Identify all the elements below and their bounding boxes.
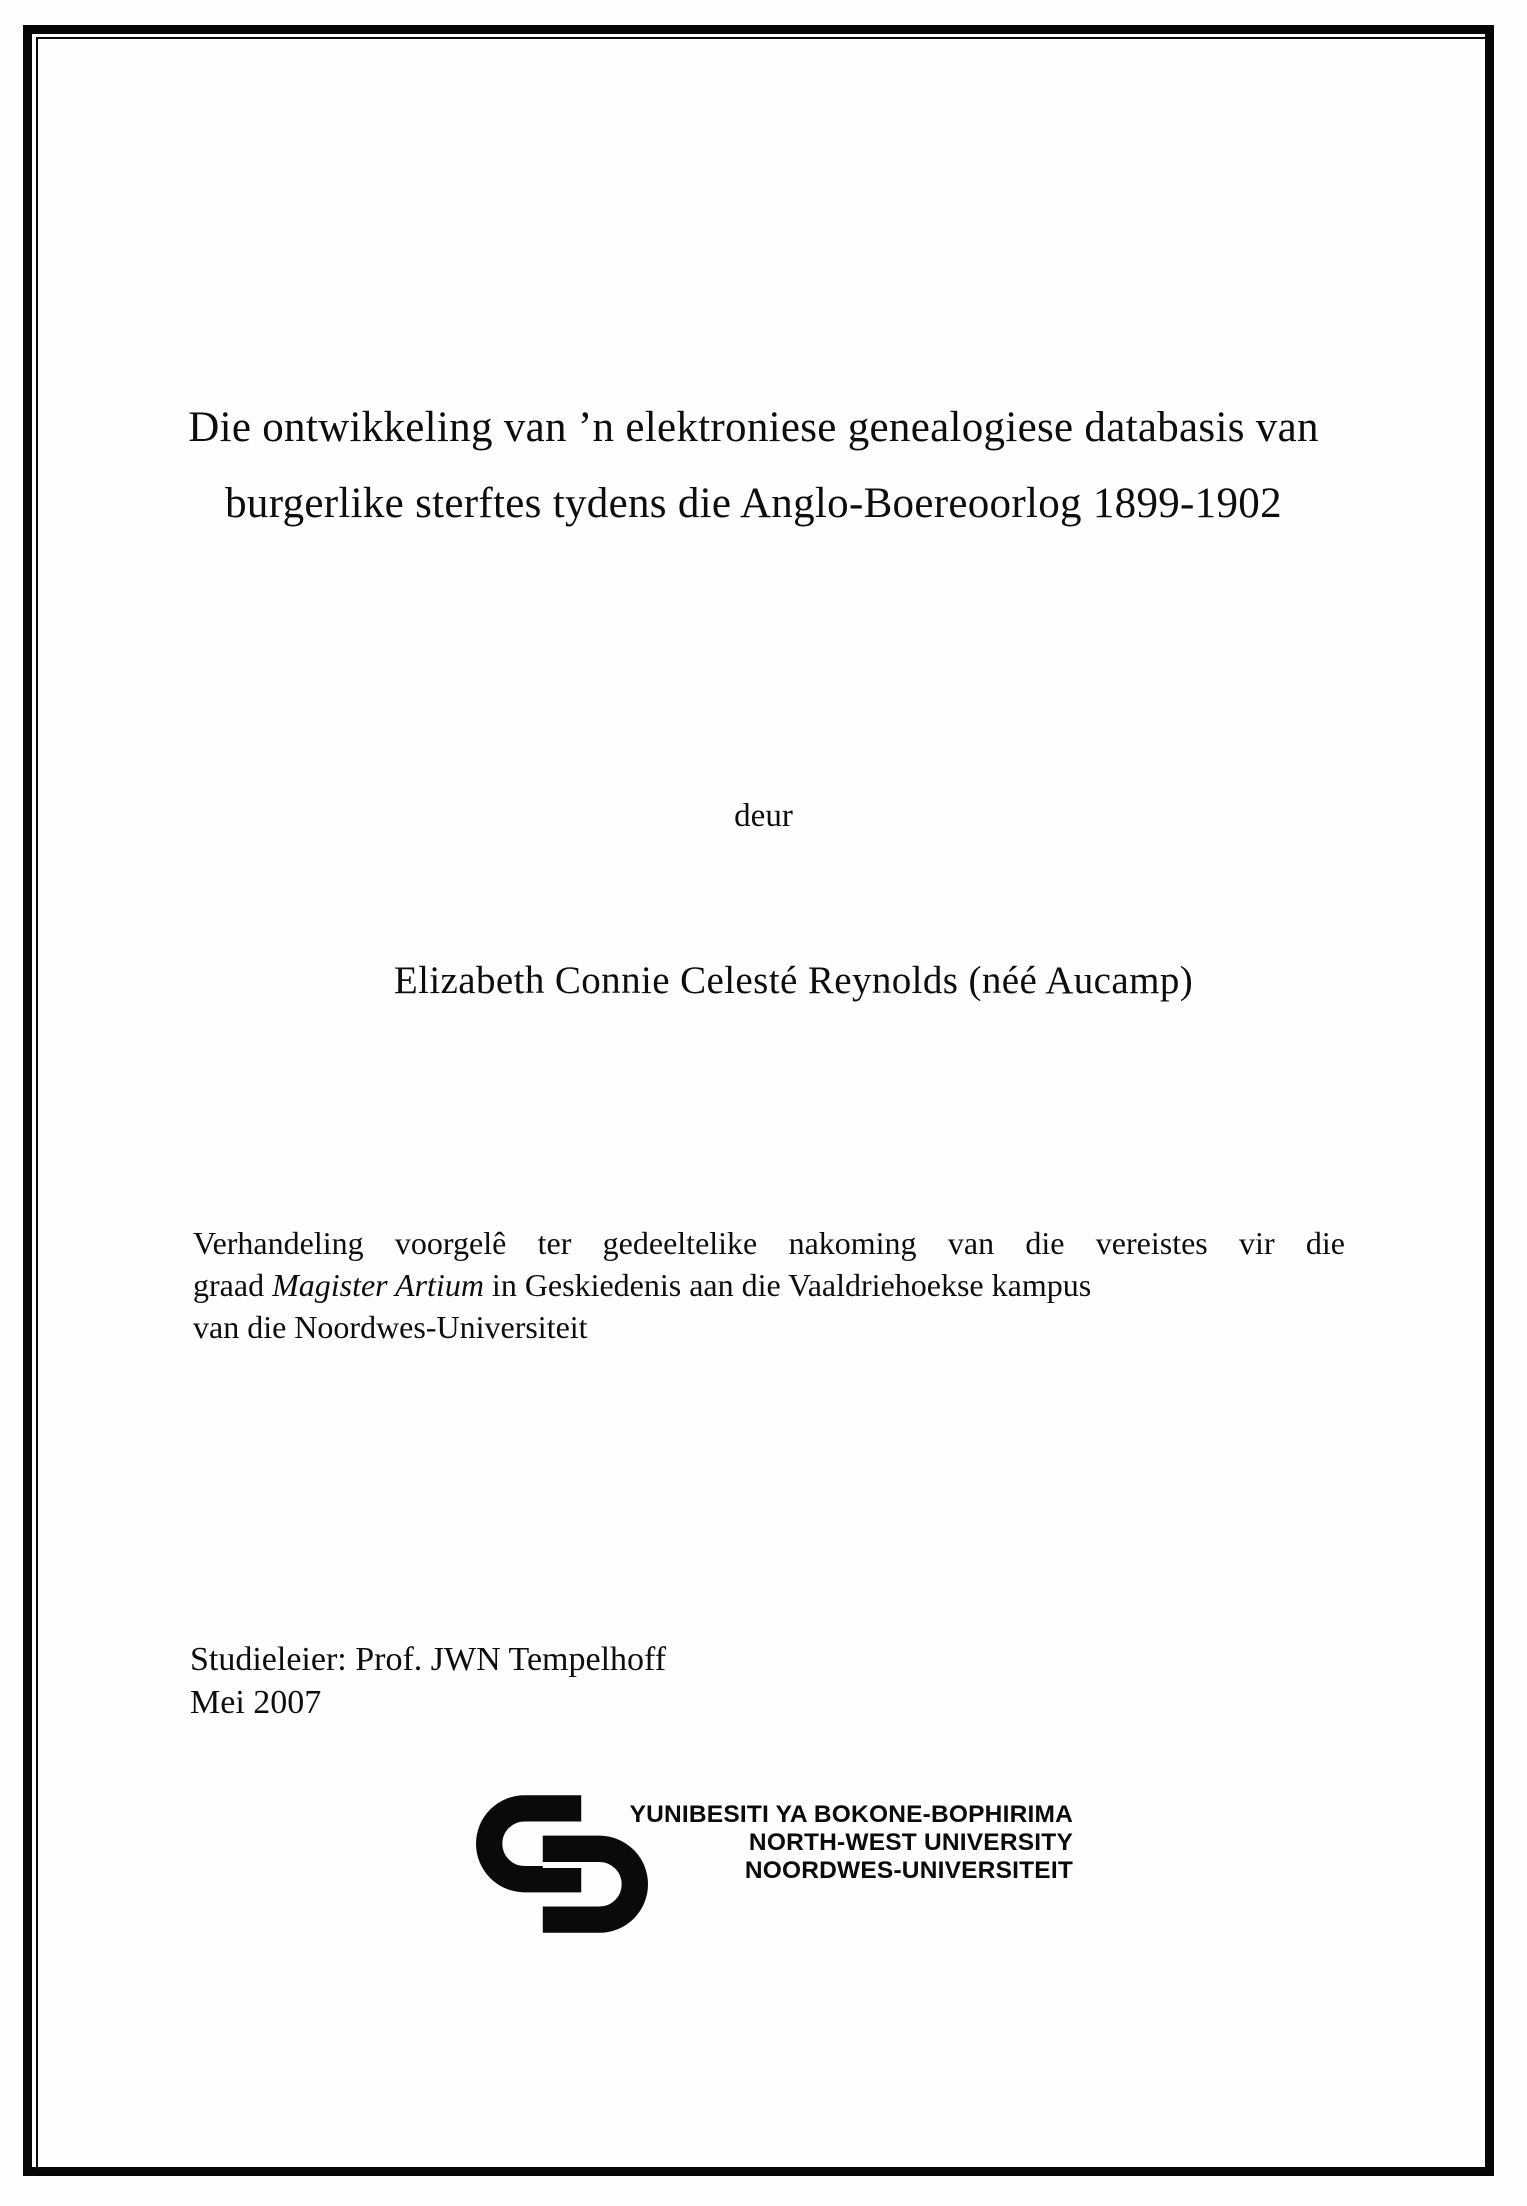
thesis-title bbox=[60, 390, 1447, 542]
logo-line-setswana: YUNIBESITI YA BOKONE-BOPHIRIMA bbox=[629, 1801, 1073, 1828]
supervisor-line: Studieleier: Prof. JWN Tempelhoff bbox=[190, 1641, 667, 1678]
title-line-2: burgerlike sterftes tydens die Anglo-Boereoorlog 1899-1902 bbox=[225, 480, 1282, 527]
nwu-logo-mark-icon bbox=[476, 1795, 648, 1933]
declaration-line-1: Verhandeling voorgelê ter gedeeltelike nakoming van die vereistes vir die bbox=[193, 1225, 1345, 1261]
declaration-line-2 bbox=[193, 1264, 1345, 1306]
logo-line-english: NORTH-WEST UNIVERSITY bbox=[748, 1829, 1073, 1856]
author-name: Elizabeth Connie Celesté Reynolds (néé Aucamp) bbox=[393, 959, 1194, 1002]
supervisor-block bbox=[190, 1638, 666, 1724]
declaration-line-2-pre: graad bbox=[193, 1267, 273, 1303]
byline-deur: deur bbox=[734, 798, 793, 834]
declaration-line-2-post: in Geskiedenis aan die Vaaldriehoekse kampus bbox=[483, 1267, 1092, 1303]
nwu-logo-text bbox=[630, 1801, 1073, 1885]
logo-line-afrikaans: NOORDWES-UNIVERSITEIT bbox=[744, 1857, 1073, 1884]
title-line-1: Die ontwikkeling van ’n elektroniese genealogiese databasis van bbox=[188, 404, 1319, 451]
degree-declaration bbox=[193, 1222, 1345, 1348]
degree-name-italic: Magister Artium bbox=[272, 1267, 484, 1303]
date-line: Mei 2007 bbox=[190, 1684, 322, 1721]
declaration-line-3: van die Noordwes-Universiteit bbox=[193, 1309, 588, 1345]
